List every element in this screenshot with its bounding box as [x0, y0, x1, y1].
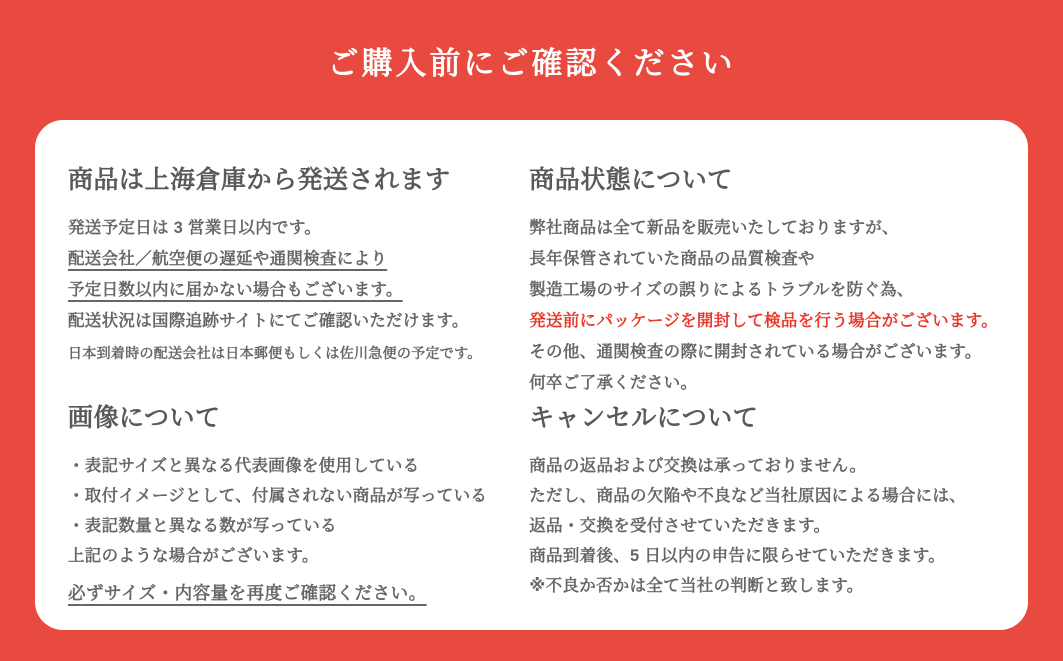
- cancel-line: 商品の返品および交換は承っておりません。: [529, 457, 867, 475]
- page-title: ご購入前にご確認ください: [327, 46, 736, 81]
- condition-line: 弊社商品は全て新品を販売いたしておりますが、: [529, 219, 899, 237]
- shipping-footnote: 日本到着時の配送会社は日本郵便もしくは佐川急便の予定です。: [68, 345, 482, 361]
- left-column: [68, 160, 529, 608]
- cancel-heading: キャンセルについて: [529, 404, 759, 432]
- shipping-line-underlined: 予定日数以内に届かない場合もございます。: [68, 281, 403, 299]
- images-list-item: ・取付イメージとして、付属されない商品が写っている: [68, 487, 488, 505]
- condition-accent-line: 発送前にパッケージを開封して検品を行う場合がございます。: [529, 312, 998, 330]
- condition-line: 長年保管されていた商品の品質検査や: [529, 250, 815, 268]
- condition-line: その他、通関検査の際に開封されている場合がございます。: [529, 343, 982, 361]
- images-heading: 画像について: [68, 404, 221, 432]
- condition-heading: 商品状態について: [529, 166, 733, 194]
- images-line: 上記のような場合がございます。: [68, 547, 319, 565]
- section-images: [68, 398, 529, 608]
- cancel-line: ただし、商品の欠陥や不良など当社原因による場合には、: [529, 487, 967, 505]
- section-shipping: [68, 160, 529, 398]
- shipping-heading: 商品は上海倉庫から発送されます: [68, 166, 451, 194]
- shipping-line: 発送予定日は 3 営業日以内です。: [68, 219, 322, 237]
- images-warning-line: 必ずサイズ・内容量を再度ご確認ください。: [68, 583, 427, 603]
- condition-line: 製造工場のサイズの誤りによるトラブルを防ぐ為、: [529, 281, 914, 299]
- right-column: [529, 160, 998, 608]
- images-list-item: ・表記サイズと異なる代表画像を使用している: [68, 457, 420, 475]
- notice-card: [35, 120, 1028, 630]
- cancel-footnote: ※不良か否かは全て当社の判断と致します。: [529, 577, 864, 595]
- card-content: [35, 120, 1028, 608]
- shipping-line: 配送状況は国際追跡サイトにてご確認いただけます。: [68, 312, 469, 330]
- cancel-line: 商品到着後、5 日以内の申告に限らせていただきます。: [529, 547, 945, 565]
- condition-line: 何卒ご了承ください。: [529, 374, 698, 392]
- section-cancel: [529, 398, 998, 601]
- images-list-item: ・表記数量と異なる数が写っている: [68, 517, 337, 535]
- section-condition: [529, 160, 998, 398]
- shipping-line-underlined: 配送会社／航空便の遅延や通関検査により: [68, 250, 388, 268]
- cancel-line: 返品・交換を受付させていただきます。: [529, 517, 831, 535]
